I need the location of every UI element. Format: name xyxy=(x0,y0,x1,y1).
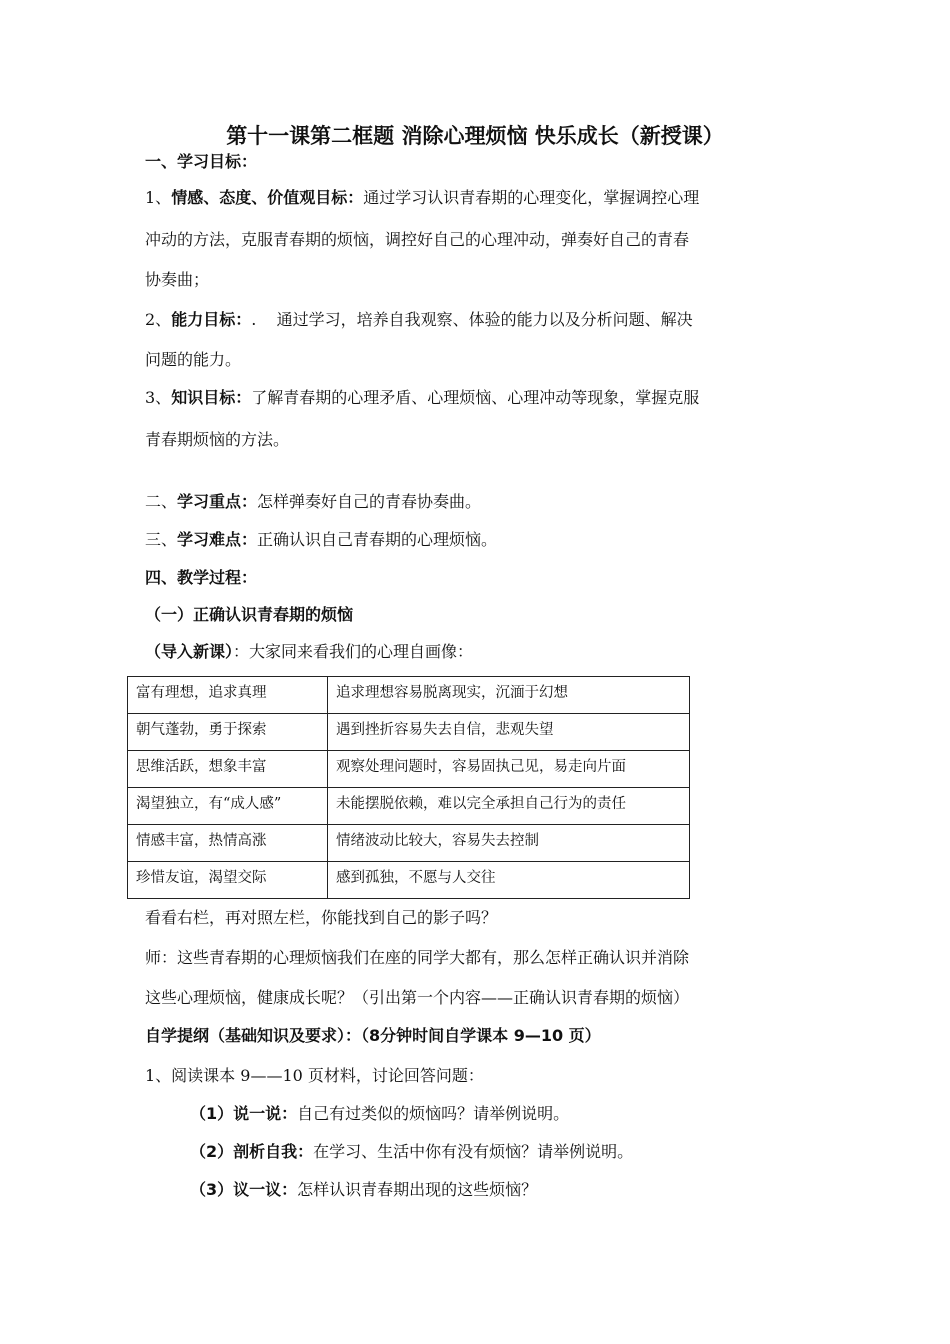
table-row xyxy=(128,788,690,825)
table-row xyxy=(128,751,690,788)
goal-3-label: 知识目标： xyxy=(171,388,252,407)
key-point xyxy=(145,490,481,514)
goal-1-text: 通过学习认识青春期的心理变化，掌握调控心理 xyxy=(363,188,700,207)
question-1 xyxy=(190,1102,569,1126)
question-2 xyxy=(190,1140,633,1164)
task-1: 1、阅读课本 9——10 页材料，讨论回答问题： xyxy=(145,1066,484,1085)
intro-text: ：大家同来看我们的心理自画像： xyxy=(233,642,474,661)
difficulty-text: 正确认识自己青春期的心理烦恼。 xyxy=(257,530,498,549)
table-body xyxy=(128,677,690,899)
question-2-text: 在学习、生活中你有没有烦恼？请举例说明。 xyxy=(313,1142,634,1161)
page-title: 第十一课第二框题 消除心理烦恼 快乐成长（新授课） xyxy=(226,124,724,148)
question-3-text: 怎样认识青春期出现的这些烦恼？ xyxy=(297,1180,538,1199)
goal-3-line-2: 青春期烦恼的方法。 xyxy=(145,430,290,449)
table-cell-right: 观察处理问题时，容易固执己见，易走向片面 xyxy=(328,751,690,788)
section-1-heading: （一）正确认识青春期的烦恼 xyxy=(145,605,354,624)
difficulty-point xyxy=(145,528,497,552)
table-row xyxy=(128,677,690,714)
self-portrait-table xyxy=(127,676,690,899)
goal-3-text: 了解青春期的心理矛盾、心理烦恼、心理冲动等现象，掌握克服 xyxy=(251,388,700,407)
goal-3-number: 3、 xyxy=(145,388,172,407)
table-cell-left: 渴望独立，有“成人感” xyxy=(128,788,328,825)
goal-2-text: . 通过学习，培养自我观察、体验的能力以及分析问题、解决 xyxy=(251,310,693,329)
key-point-number: 二、 xyxy=(145,492,178,511)
table-cell-left: 富有理想，追求真理 xyxy=(128,677,328,714)
question-3 xyxy=(190,1178,537,1202)
key-point-text: 怎样弹奏好自己的青春协奏曲。 xyxy=(257,492,482,511)
goal-2-number: 2、 xyxy=(145,310,172,329)
goal-1-number: 1、 xyxy=(145,188,172,207)
goal-2-label: 能力目标： xyxy=(171,310,252,329)
goal-1-line-3: 协奏曲； xyxy=(145,270,210,289)
difficulty-label: 学习难点： xyxy=(177,530,258,549)
table-row xyxy=(128,862,690,899)
key-point-label: 学习重点： xyxy=(177,492,258,511)
question-1-text: 自己有过类似的烦恼吗？请举例说明。 xyxy=(297,1104,570,1123)
goals-heading: 一、学习目标： xyxy=(145,152,258,171)
process-heading: 四、教学过程： xyxy=(145,568,258,587)
intro-label: （导入新课） xyxy=(145,642,234,661)
goal-2 xyxy=(145,308,693,332)
table-row xyxy=(128,714,690,751)
teacher-line-2: 这些心理烦恼，健康成长呢？（引出第一个内容——正确认识青春期的烦恼） xyxy=(145,988,690,1007)
question-3-label: （3）议一议： xyxy=(190,1180,298,1199)
table-cell-right: 情绪波动比较大，容易失去控制 xyxy=(328,825,690,862)
table-cell-left: 思维活跃，想象丰富 xyxy=(128,751,328,788)
question-2-label: （2）剖析自我： xyxy=(190,1142,314,1161)
teacher-line-1: 师：这些青春期的心理烦恼我们在座的同学大都有，那么怎样正确认识并消除 xyxy=(145,948,690,967)
after-table-text: 看看右栏，再对照左栏，你能找到自己的影子吗？ xyxy=(145,908,498,927)
goal-1-line-2: 冲动的方法，克服青春期的烦恼，调控好自己的心理冲动，弹奏好自己的青春 xyxy=(145,230,690,249)
table-cell-left: 情感丰富，热情高涨 xyxy=(128,825,328,862)
table-cell-right: 感到孤独，不愿与人交往 xyxy=(328,862,690,899)
question-1-label: （1）说一说： xyxy=(190,1104,298,1123)
table-cell-left: 朝气蓬勃，勇于探索 xyxy=(128,714,328,751)
table-row xyxy=(128,825,690,862)
difficulty-number: 三、 xyxy=(145,530,178,549)
goal-3 xyxy=(145,386,699,410)
goal-2-line-2: 问题的能力。 xyxy=(145,350,242,369)
table-cell-left: 珍惜友谊，渴望交际 xyxy=(128,862,328,899)
table-cell-right: 遇到挫折容易失去自信，悲观失望 xyxy=(328,714,690,751)
table-cell-right: 未能摆脱依赖，难以完全承担自己行为的责任 xyxy=(328,788,690,825)
goal-1-label: 情感、态度、价值观目标： xyxy=(171,188,364,207)
goal-1 xyxy=(145,186,699,210)
outline-heading: 自学提纲（基础知识及要求）：（8分钟时间自学课本 9—10 页） xyxy=(145,1026,601,1045)
intro-line xyxy=(145,640,473,664)
table-cell-right: 追求理想容易脱离现实，沉湎于幻想 xyxy=(328,677,690,714)
